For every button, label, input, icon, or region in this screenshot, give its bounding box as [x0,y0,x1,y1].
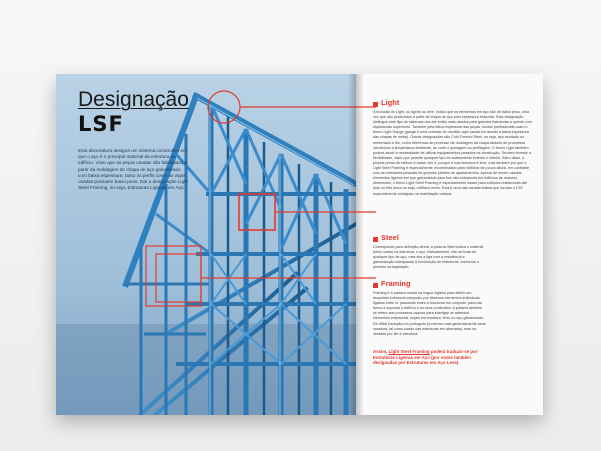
closing-statement [373,349,487,366]
closing-suffix: poderá traduzir-se por Estruturas Ligeiras em Aço (por vezes também designadas por Estruturas em Aço Leve). [373,349,478,366]
page-fold [348,74,364,415]
heading-light: Light [381,98,400,107]
light-bullet [373,102,378,107]
closing-prefix: Assim, [373,349,389,354]
closing-lsf-term: Light Steel Framing [388,349,430,354]
title-designacao: Designação [78,88,189,111]
title-lsf: LSF [78,112,124,136]
heading-steel: Steel [381,233,399,242]
framing-bullet [373,283,378,288]
intro-paragraph: Esta abreviatura designa um sistema construtivo em que o aço é o principal material da estrutura do edifício. Visto que as peças usadas são fabricadas a partir da moldagem de chapa de aço galvanizado com baixa espessura, tanto os perfis como as vigas usadas possuem baixo peso. Daí a designação Light Steel Framing, ou seja, Estruturas Ligeiras em Aço. [78,148,188,191]
framing-text: Framing é a palavra usada na língua inglesa para definir um esqueleto estrutural composto por diversos elementos individuais ligados entre si, passando estes a funcionar em conjunto, para dar forma e suportar o edifício e os seus conteúdos. A palavra também se refere aos processos usados para interligar os referidos elementos estruturais, sejam em madeira, ferro ou aço galvanizado. De difícil tradução em português (a menos mais genericamente seria ossatura, tal como usado nas estruturas em alvenaria), mas na verdade por fim é estrutura. [373,291,486,336]
steel-text: Corresponde para definição direta, à palavra Steel indica o material primo usado na estrutura, o aço. Naturalmente, não se trata de qualquer tipo de aço, mas sim a liga com a resistência e galvanização adequadas à construção de estruturas, conforme o previsto na legislação. [373,245,484,270]
heading-framing: Framing [381,279,411,288]
steel-bullet [373,237,378,242]
magazine-spread [56,74,543,415]
light-text: A inclusão de Light, ou ligeiro ou leve, indica que os elementos em aço são de baixo peso, uma vez que são produzidos a partir de chapa de aço com espessura reduzida. Esta designação distingue este tipo de sistemas dos até então mais usados para grandes estruturas à quente com espessuras superiores. Também pela baixa espessura das peças, muitos profissionais usam o termo Light Gauge (gauge é uma unidade de medida, aqui usada em alusão à baixa espessura das chapas de metal). Outras designações são Cold Formed Steel, ou seja, aço moldado ou enformado a frio, como referência ao processo de moldagem da chapa através de processos mecânicos a temperatura ambiente, ao corte e quinagem ou perfilagem. O termo Light também poderá aludir à necessidade de utilizar equipamentos pesados na construção. Tendem revestir a flexibilidade, dado que permite qualquer tipo de acabamento exterior e interior. Além disso, a própria presa do edifício é baixa, isto é, porque a sua estrutura é leve, mas também por que o Light Steel Framing é especialmente recomendado para edifícios de pouca altura, em contraste com as estruturas pesadas de grandes prédios de apartamentos. Apesar de serem usados elementos ligeiros em aço galvanizado para fins não estruturais em edifícios de maiores dimensões, o termo Light Steel Framing é especialmente usado para edifícios residenciais até dois ou três pisos ou seja, edifícios leves. Esta é uma das características que tornam o LSF especialmente vantajoso na reabilitação urbana. [373,110,533,196]
